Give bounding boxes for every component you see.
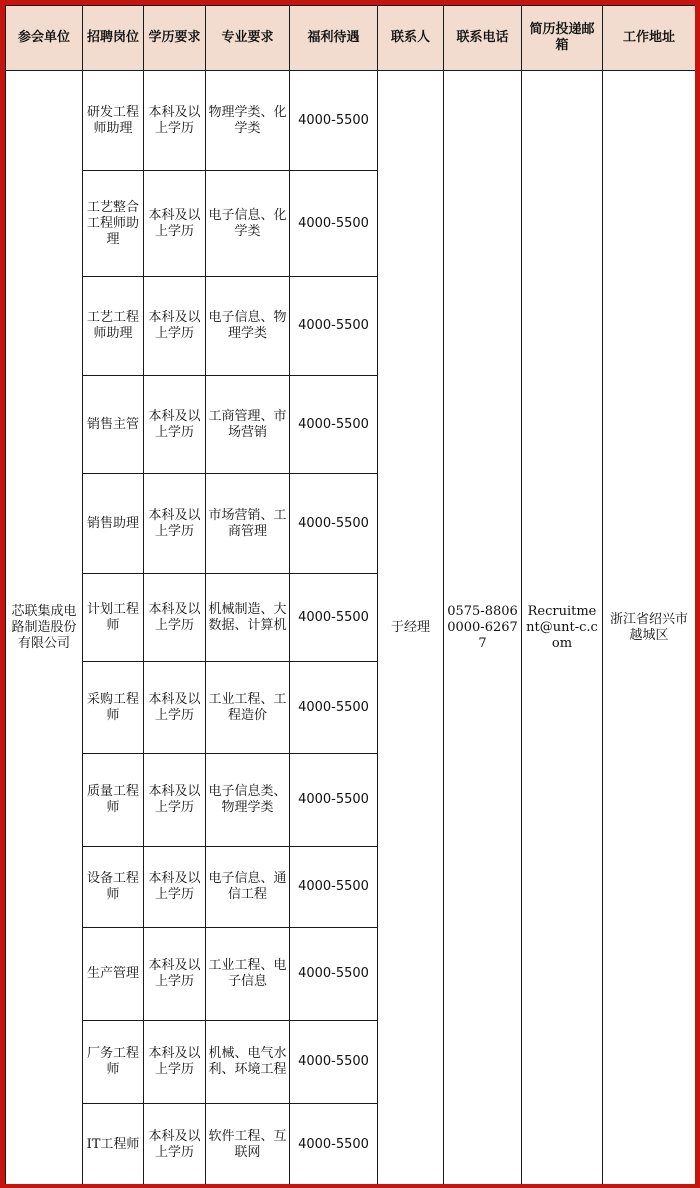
job-education: 本科及以上学历 bbox=[144, 928, 206, 1021]
job-major: 工业工程、电子信息 bbox=[206, 928, 290, 1021]
document-frame bbox=[5, 5, 695, 1184]
job-salary: 4000-5500 bbox=[290, 847, 378, 928]
job-salary: 4000-5500 bbox=[290, 71, 378, 171]
job-salary: 4000-5500 bbox=[290, 277, 378, 376]
table-row bbox=[6, 71, 696, 171]
job-position: 工艺整合工程师助理 bbox=[83, 171, 144, 277]
job-salary: 4000-5500 bbox=[290, 1104, 378, 1185]
header-education: 学历要求 bbox=[144, 6, 206, 71]
job-education: 本科及以上学历 bbox=[144, 1021, 206, 1104]
job-position: 销售主管 bbox=[83, 376, 144, 474]
job-education: 本科及以上学历 bbox=[144, 71, 206, 171]
job-position: 计划工程师 bbox=[83, 574, 144, 662]
header-row bbox=[6, 6, 696, 71]
job-major: 电子信息、化学类 bbox=[206, 171, 290, 277]
table-header bbox=[6, 6, 696, 71]
location-cell: 浙江省绍兴市越城区 bbox=[603, 71, 696, 1185]
header-location: 工作地址 bbox=[603, 6, 696, 71]
job-major: 市场营销、工商管理 bbox=[206, 474, 290, 574]
job-salary: 4000-5500 bbox=[290, 171, 378, 277]
job-major: 机械、电气水利、环境工程 bbox=[206, 1021, 290, 1104]
job-education: 本科及以上学历 bbox=[144, 277, 206, 376]
job-education: 本科及以上学历 bbox=[144, 171, 206, 277]
job-position: 设备工程师 bbox=[83, 847, 144, 928]
header-salary: 福利待遇 bbox=[290, 6, 378, 71]
header-email: 简历投递邮箱 bbox=[522, 6, 603, 71]
job-salary: 4000-5500 bbox=[290, 574, 378, 662]
job-major: 工商管理、市场营销 bbox=[206, 376, 290, 474]
job-major: 电子信息、通信工程 bbox=[206, 847, 290, 928]
header-position: 招聘岗位 bbox=[83, 6, 144, 71]
table-body bbox=[6, 71, 696, 1185]
job-position: 工艺工程师助理 bbox=[83, 277, 144, 376]
job-salary: 4000-5500 bbox=[290, 754, 378, 847]
header-contact: 联系人 bbox=[378, 6, 444, 71]
job-position: 厂务工程师 bbox=[83, 1021, 144, 1104]
header-company: 参会单位 bbox=[6, 6, 83, 71]
email-cell: Recruitment@unt-c.com bbox=[522, 71, 603, 1185]
job-position: 销售助理 bbox=[83, 474, 144, 574]
job-major: 物理学类、化学类 bbox=[206, 71, 290, 171]
job-education: 本科及以上学历 bbox=[144, 1104, 206, 1185]
job-major: 工业工程、工程造价 bbox=[206, 662, 290, 754]
job-education: 本科及以上学历 bbox=[144, 574, 206, 662]
header-major: 专业要求 bbox=[206, 6, 290, 71]
job-major: 机械制造、大数据、计算机 bbox=[206, 574, 290, 662]
job-position: 质量工程师 bbox=[83, 754, 144, 847]
company-cell: 芯联集成电路制造股份有限公司 bbox=[6, 71, 83, 1185]
job-major: 电子信息、物理学类 bbox=[206, 277, 290, 376]
job-salary: 4000-5500 bbox=[290, 928, 378, 1021]
job-position: IT工程师 bbox=[83, 1104, 144, 1185]
job-salary: 4000-5500 bbox=[290, 662, 378, 754]
header-phone: 联系电话 bbox=[444, 6, 522, 71]
job-major: 软件工程、互联网 bbox=[206, 1104, 290, 1185]
job-education: 本科及以上学历 bbox=[144, 474, 206, 574]
contact-cell: 于经理 bbox=[378, 71, 444, 1185]
phone-cell: 0575-88060000-62677 bbox=[444, 71, 522, 1185]
job-position: 研发工程师助理 bbox=[83, 71, 144, 171]
job-salary: 4000-5500 bbox=[290, 1021, 378, 1104]
job-education: 本科及以上学历 bbox=[144, 376, 206, 474]
recruitment-table bbox=[5, 5, 695, 1184]
job-salary: 4000-5500 bbox=[290, 474, 378, 574]
job-education: 本科及以上学历 bbox=[144, 754, 206, 847]
job-major: 电子信息类、物理学类 bbox=[206, 754, 290, 847]
job-position: 采购工程师 bbox=[83, 662, 144, 754]
job-education: 本科及以上学历 bbox=[144, 847, 206, 928]
job-education: 本科及以上学历 bbox=[144, 662, 206, 754]
job-salary: 4000-5500 bbox=[290, 376, 378, 474]
job-position: 生产管理 bbox=[83, 928, 144, 1021]
